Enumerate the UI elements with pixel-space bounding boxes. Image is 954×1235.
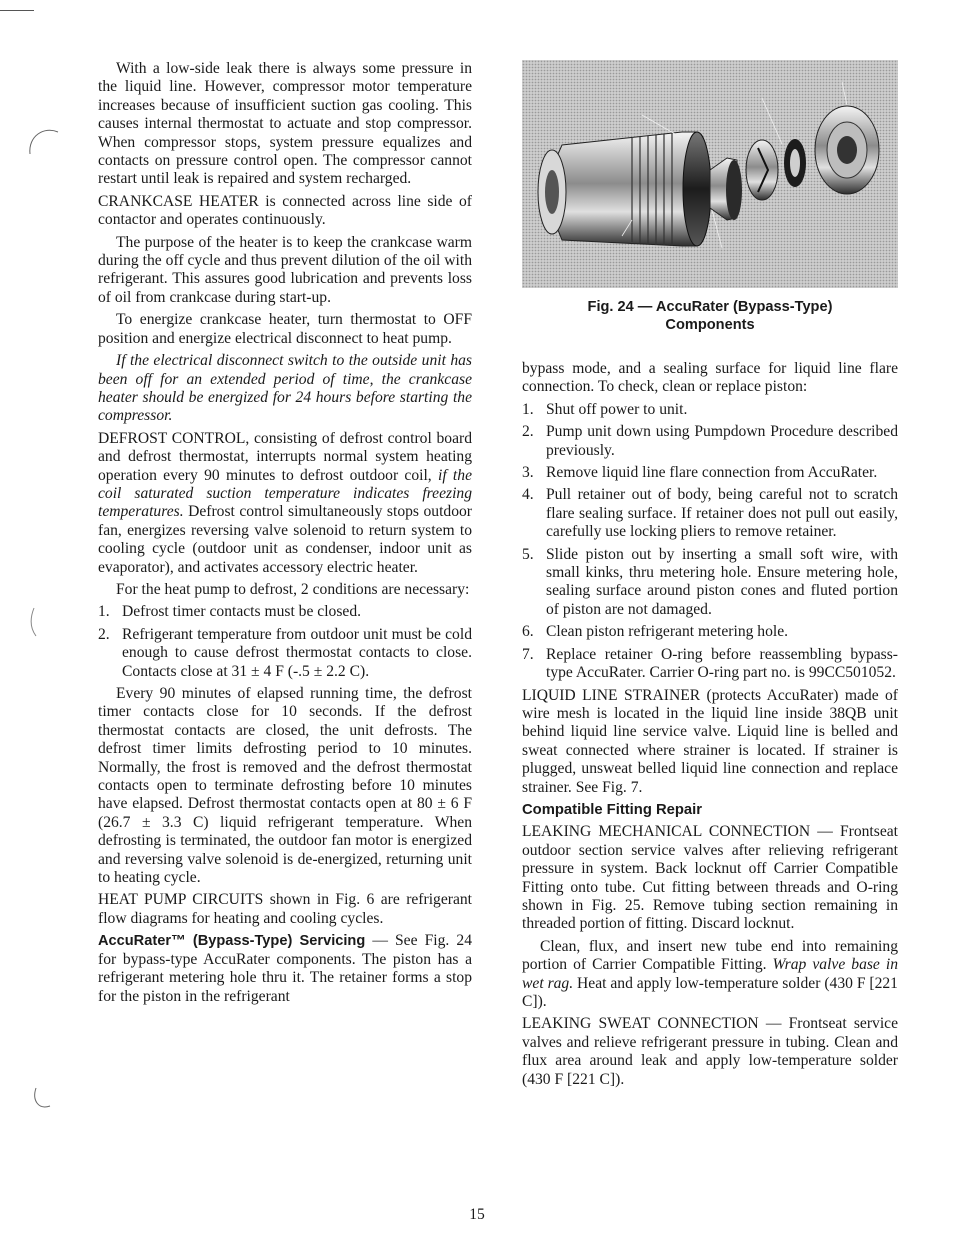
caption-line-2: Components	[665, 317, 755, 333]
list-item	[522, 423, 898, 460]
list-number: 1.	[98, 603, 110, 621]
list-number: 6.	[522, 623, 534, 641]
right-column	[522, 360, 898, 1093]
list-text: Pump unit down using Pumpdown Procedure described previously.	[546, 423, 898, 459]
list-number: 7.	[522, 645, 534, 663]
margin-mark-middle	[26, 604, 46, 644]
list-number: 2.	[522, 423, 534, 441]
defrost-text-italic: if the coil saturated suction temperature indicates freezing temperatures.	[98, 466, 472, 521]
paragraph-defrost-control	[98, 430, 472, 577]
paragraph-defrost-conditions: For the heat pump to defrost, 2 conditions are necessary:	[116, 580, 470, 598]
list-item	[98, 603, 472, 621]
paragraph-heat-pump-circuits: HEAT PUMP CIRCUITS shown in Fig. 6 are refrigerant flow diagrams for heating and cooling cycles.	[98, 891, 472, 927]
margin-mark-bottom	[30, 1086, 60, 1116]
list-item	[522, 464, 898, 482]
paragraph-leaking-sweat: LEAKING SWEAT CONNECTION — Frontseat service valves and relieve refrigerant pressure in tubing. Clean and flux area around leak and apply low-temperature solder (430 F [221 C]).	[522, 1015, 898, 1088]
list-text: Pull retainer out of body, being careful not to scratch flare sealing surface. If retainer does not pull out easily, carefully use locking pliers to remove retainer.	[546, 486, 898, 541]
figure-accurater-photo	[522, 60, 898, 288]
list-text: Clean piston refrigerant metering hole.	[546, 623, 789, 641]
list-text: Slide piston out by inserting a small soft wire, with small kinks, thru metering hole. Ensure metering hole, sealing surface around piston cones and fluted portion of piston are not damaged.	[546, 545, 898, 618]
list-number: 3.	[522, 464, 534, 482]
paragraph-liquid-line-strainer: LIQUID LINE STRAINER (protects AccuRater) made of wire mesh is located in the liquid line inside 38QB unit behind liquid line service valve. Liquid line is belled and sweat connected where strainer is located. If strainer is plugged, unsweat belled liquid line connection and replace strainer. See Fig. 7.	[522, 686, 898, 796]
list-text: Remove liquid line flare connection from AccuRater.	[546, 464, 878, 482]
caption-line-1: Fig. 24 — AccuRater (Bypass-Type)	[587, 299, 833, 315]
clean-flux-text-c: Heat and apply low-temperature solder (430 F [221 C]).	[522, 974, 898, 1010]
paragraph-heater-purpose: The purpose of the heater is to keep the crankcase warm during the off cycle and thus prevent dilution of the oil with refrigerant. This assures good lubrication and prevents loss of oil from crankcase during start-up.	[98, 233, 472, 306]
defrost-text-a: DEFROST CONTROL, consisting of defrost control board and defrost thermostat, interrupts normal system heating operation every 90 minutes to defrost outdoor coil,	[98, 429, 472, 484]
paragraph-disconnect-note: If the electrical disconnect switch to the outside unit has been off for an extended period of time, the crankcase heater should be energized for 24 hours before starting the compressor.	[98, 352, 472, 425]
list-item	[522, 546, 898, 620]
clean-flux-italic: Wrap valve base in wet rag.	[522, 956, 899, 992]
list-number: 4.	[522, 486, 534, 504]
paragraph-energize-heater: To energize crankcase heater, turn thermostat to OFF position and energize electrical disconnect to heat pump.	[98, 311, 472, 347]
top-rule	[0, 10, 34, 11]
clean-flux-text-a: Clean, flux, and insert new tube end into remaining portion of Carrier Compatible Fitting.	[522, 937, 898, 974]
accurater-body: — See Fig. 24 for bypass-type AccuRater components. The piston has a refrigerant metering hole thru it. The retainer forms a stop for the piston in the refrigerant	[98, 932, 472, 1005]
paragraph-crankcase-heater: CRANKCASE HEATER is connected across line side of contactor and operates continuously.	[98, 192, 472, 229]
list-number: 5.	[522, 545, 534, 563]
accurater-components-illustration	[522, 60, 898, 288]
defrost-text-c: Defrost control simultaneously stops outdoor fan, energizes reversing valve solenoid to return system to cooling cycle (outdoor unit as condenser, indoor unit as evaporator), and activates accessory electric heater.	[98, 503, 472, 576]
list-item	[522, 623, 898, 641]
paragraph-defrost-timer: Every 90 minutes of elapsed running time, the defrost timer contacts close for 10 seconds. If the defrost thermostat contacts are closed, the unit defrosts. The defrost timer limits defrosting period to 10 minutes. Normally, the frost is removed and the defrost thermostat contacts open to terminate defrosting before 10 minutes have elapsed. Defrost thermostat contacts open at 80 ± 6 F (26.7 ± 3.3 C) liquid refrigerant temperature. When defrosting is terminated, the outdoor fan motor is energized and reversing valve solenoid is de-energized, returning unit to heating cycle.	[98, 685, 472, 887]
list-text: Defrost timer contacts must be closed.	[122, 603, 362, 621]
page-number: 15	[469, 1206, 485, 1223]
list-number: 1.	[522, 400, 534, 418]
paragraph-clean-flux	[522, 938, 898, 1012]
accurater-heading: AccuRater™ (Bypass-Type) Servicing	[98, 933, 366, 950]
paragraph-low-side-leak: With a low-side leak there is always some pressure in the liquid line. However, compressor motor temperature increases because of insufficient suction gas cooling. This causes internal thermostat to actuate and stop compressor. When compressor stops, system pressure equalizes and contacts on pressure control open. The compressor cannot restart until leak is repaired and system recharged.	[98, 60, 472, 188]
paragraph-leaking-mechanical: LEAKING MECHANICAL CONNECTION — Frontseat outdoor section service valves after relieving refrigerant pressure in system. Back locknut off Carrier Compatible Fitting onto tube. Cut fitting between threads and O-ring shown in Fig. 25. Remove tubing section remaining in threaded portion of fitting. Discard locknut.	[522, 823, 898, 933]
paragraph-bypass-mode: bypass mode, and a sealing surface for liquid line flare connection. To check, clean or replace piston:	[522, 360, 898, 396]
list-item	[98, 626, 472, 681]
piston-procedure-list	[522, 401, 898, 683]
list-text: Replace retainer O-ring before reassembling bypass-type AccuRater. Carrier O-ring part no. is 99CC501052.	[546, 645, 898, 682]
list-item	[522, 646, 898, 683]
list-item	[522, 486, 898, 541]
defrost-conditions-list	[98, 603, 472, 681]
list-text: Refrigerant temperature from outdoor unit must be cold enough to cause defrost thermostat contacts to close. Contacts close at 31 ± 4 F (-.5 ± 2.2 C).	[122, 625, 472, 680]
list-number: 2.	[98, 625, 110, 643]
figure-caption	[522, 298, 898, 334]
paragraph-accurater-servicing	[98, 932, 472, 1006]
left-column	[98, 60, 472, 1010]
section-heading-compatible-fitting: Compatible Fitting Repair	[522, 801, 703, 818]
list-text: Shut off power to unit.	[546, 400, 688, 418]
margin-mark-top	[18, 126, 68, 170]
list-item	[522, 401, 898, 419]
